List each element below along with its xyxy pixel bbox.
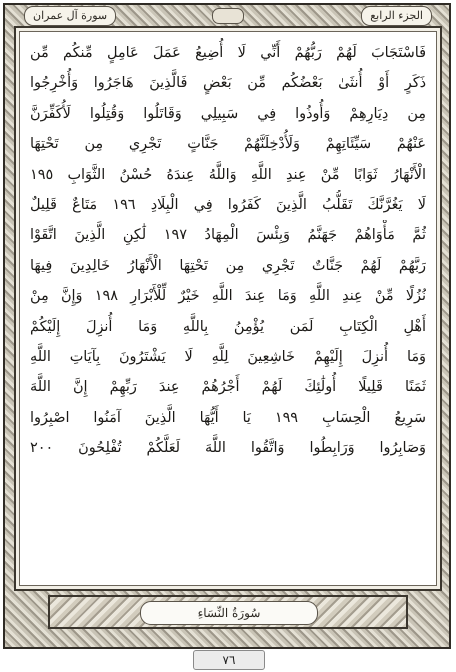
- verse-line: رَبَّهُمْ لَهُمْ جَنَّاتٌ تَجْرِي مِن تَحْتِهَا الْأَنْهَارُ خَالِدِينَ فِيهَا: [30, 257, 426, 274]
- verse-line: الْأَنْهَارُ ثَوَابًا مِّنْ عِندِ اللَّهِ وَاللَّهُ عِندَهُ حُسْنُ الثَّوَابِ ١٩٥: [30, 166, 426, 183]
- verse-line: نُزُلًا مِّنْ عِندِ اللَّهِ وَمَا عِندَ اللَّهِ خَيْرٌ لِّلْأَبْرَارِ ١٩٨ وَإِنَّ مِنْ: [30, 288, 426, 305]
- surah-title: سُورَةُ النِّسَاءِ: [140, 601, 318, 625]
- surah-header-label: سورة آل عمران: [24, 6, 116, 26]
- juz-label: الجزء الرابع: [361, 6, 432, 26]
- verse-line: مِن دِيَارِهِمْ وَأُوذُوا فِي سَبِيلِي وَقَاتَلُوا وَقُتِلُوا لَأُكَفِّرَنَّ: [30, 105, 426, 122]
- verse-line: ثُمَّ مَأْوَاهُمْ جَهَنَّمُ وَبِئْسَ الْمِهَادُ ١٩٧ لَٰكِنِ الَّذِينَ اتَّقَوْا: [30, 227, 426, 244]
- verse-line: لَا يَغُرَّنَّكَ تَقَلُّبُ الَّذِينَ كَفَرُوا فِي الْبِلَادِ ١٩٦ مَتَاعٌ قَلِيلٌ: [30, 196, 426, 213]
- verse-line: وَمَا أُنزِلَ إِلَيْهِمْ خَاشِعِينَ لِلَّهِ لَا يَشْتَرُونَ بِآيَاتِ اللَّهِ: [30, 348, 426, 365]
- verse-line: ثَمَنًا قَلِيلًا أُولَٰئِكَ لَهُمْ أَجْرُهُمْ عِندَ رَبِّهِمْ إِنَّ اللَّهَ: [30, 379, 426, 396]
- verse-line: ذَكَرٍ أَوْ أُنثَىٰ بَعْضُكُم مِّن بَعْضٍ فَالَّذِينَ هَاجَرُوا وَأُخْرِجُوا: [30, 75, 426, 92]
- surah-title-banner: [48, 595, 408, 629]
- verse-line: سَرِيعُ الْحِسَابِ ١٩٩ يَا أَيُّهَا الَّذِينَ آمَنُوا اصْبِرُوا: [30, 409, 426, 426]
- verse-line: عَنْهُمْ سَيِّئَاتِهِمْ وَلَأُدْخِلَنَّهُمْ جَنَّاتٍ تَجْرِي مِن تَحْتِهَا: [30, 136, 426, 153]
- page-header: [14, 6, 442, 26]
- verse-line: وَصَابِرُوا وَرَابِطُوا وَاتَّقُوا اللَّهَ لَعَلَّكُمْ تُفْلِحُونَ ٢٠٠: [30, 440, 426, 457]
- header-ornament-icon: [212, 8, 244, 24]
- page-number: ٧٦: [193, 650, 265, 670]
- verse-line: فَاسْتَجَابَ لَهُمْ رَبُّهُمْ أَنِّي لَا أُضِيعُ عَمَلَ عَامِلٍ مِّنكُم مِّن: [30, 45, 426, 61]
- verse-line: أَهْلِ الْكِتَابِ لَمَن يُؤْمِنُ بِاللَّهِ وَمَا أُنزِلَ إِلَيْكُمْ: [30, 318, 426, 335]
- verse-text-area: [30, 38, 426, 586]
